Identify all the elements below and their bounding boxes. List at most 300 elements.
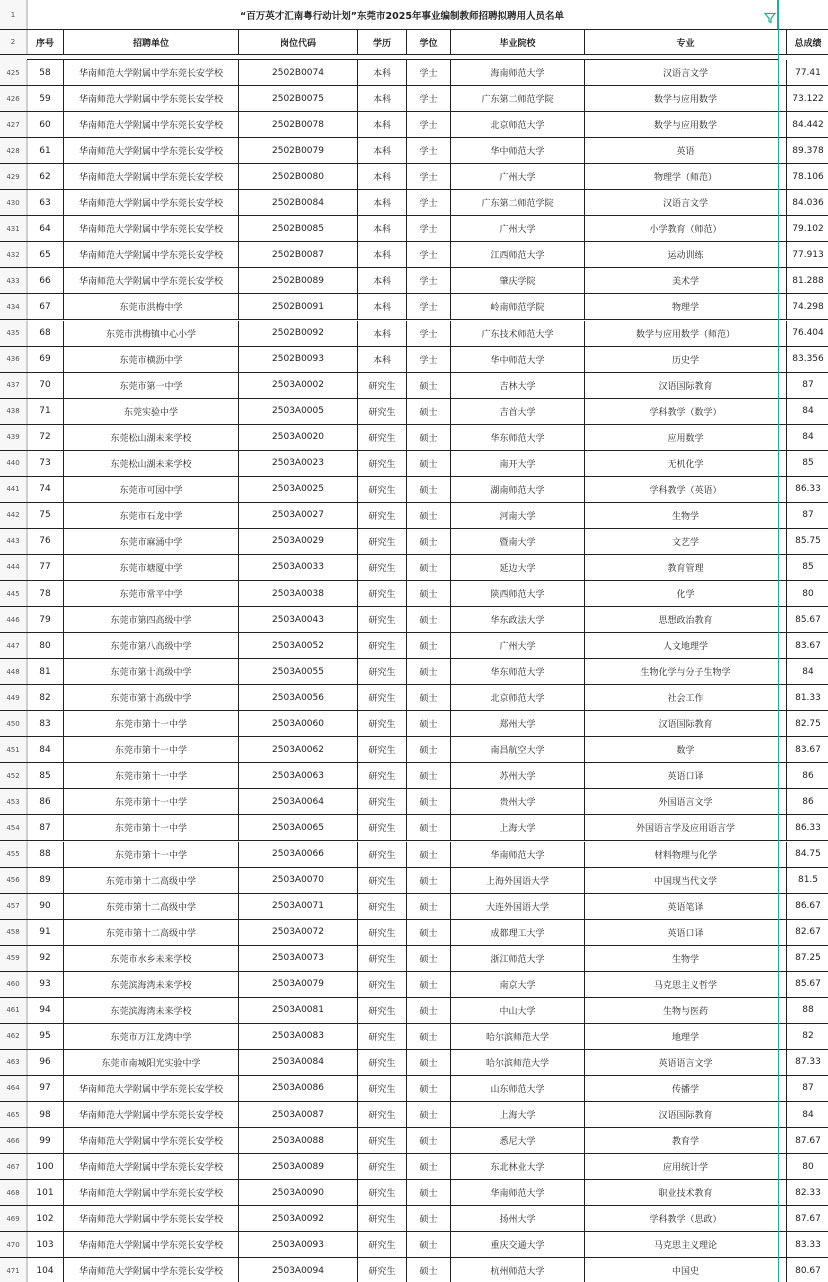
row-number[interactable]: 431 xyxy=(0,216,27,241)
cell-major[interactable]: 教育管理 xyxy=(585,555,787,580)
cell-code[interactable]: 2502B0074 xyxy=(239,60,358,85)
cell-degree[interactable]: 硕士 xyxy=(407,555,451,580)
cell-education[interactable]: 本科 xyxy=(358,112,407,137)
header-major[interactable]: 专业 xyxy=(585,30,787,54)
cell-code[interactable]: 2503A0072 xyxy=(239,920,358,945)
cell-unit[interactable]: 东莞滨海湾未来学校 xyxy=(64,998,239,1023)
cell-education[interactable]: 研究生 xyxy=(358,1076,407,1101)
cell-school[interactable]: 华东师范大学 xyxy=(451,425,585,450)
cell-score[interactable]: 84 xyxy=(787,425,828,450)
cell-unit[interactable]: 华南师范大学附属中学东莞长安学校 xyxy=(64,1154,239,1179)
cell-code[interactable]: 2503A0060 xyxy=(239,711,358,736)
cell-school[interactable]: 大连外国语大学 xyxy=(451,894,585,919)
cell-code[interactable]: 2503A0063 xyxy=(239,763,358,788)
cell-unit[interactable]: 东莞松山湖未来学校 xyxy=(64,425,239,450)
cell-education[interactable]: 本科 xyxy=(358,347,407,372)
header-unit[interactable]: 招聘单位 xyxy=(64,30,239,54)
cell-score[interactable]: 86 xyxy=(787,763,828,788)
cell-major[interactable]: 汉语言文学 xyxy=(585,190,787,215)
cell-unit[interactable]: 东莞市第十二高级中学 xyxy=(64,920,239,945)
cell-unit[interactable]: 东莞市洪梅中学 xyxy=(64,294,239,319)
cell-school[interactable]: 江西师范大学 xyxy=(451,242,585,267)
row-number[interactable]: 458 xyxy=(0,920,27,945)
cell-school[interactable]: 湖南师范大学 xyxy=(451,477,585,502)
row-number[interactable]: 452 xyxy=(0,763,27,788)
cell-unit[interactable]: 东莞市横沥中学 xyxy=(64,347,239,372)
cell-seq[interactable]: 90 xyxy=(27,894,64,919)
cell-education[interactable]: 研究生 xyxy=(358,529,407,554)
cell-school[interactable]: 海南师范大学 xyxy=(451,60,585,85)
cell-education[interactable]: 研究生 xyxy=(358,1154,407,1179)
cell-score[interactable]: 86.33 xyxy=(787,477,828,502)
cell-seq[interactable]: 85 xyxy=(27,763,64,788)
cell-school[interactable]: 广州大学 xyxy=(451,633,585,658)
cell-degree[interactable]: 硕士 xyxy=(407,1024,451,1049)
cell-score[interactable]: 82.33 xyxy=(787,1180,828,1205)
cell-school[interactable]: 哈尔滨师范大学 xyxy=(451,1050,585,1075)
cell-score[interactable]: 87 xyxy=(787,503,828,528)
cell-code[interactable]: 2502B0084 xyxy=(239,190,358,215)
cell-seq[interactable]: 89 xyxy=(27,868,64,893)
cell-unit[interactable]: 华南师范大学附属中学东莞长安学校 xyxy=(64,164,239,189)
cell-major[interactable]: 材料物理与化学 xyxy=(585,842,787,867)
cell-school[interactable]: 北京师范大学 xyxy=(451,112,585,137)
cell-education[interactable]: 研究生 xyxy=(358,1024,407,1049)
cell-score[interactable]: 82.67 xyxy=(787,920,828,945)
cell-code[interactable]: 2503A0020 xyxy=(239,425,358,450)
cell-school[interactable]: 吉林大学 xyxy=(451,373,585,398)
cell-unit[interactable]: 华南师范大学附属中学东莞长安学校 xyxy=(64,242,239,267)
header-school[interactable]: 毕业院校 xyxy=(451,30,585,54)
cell-code[interactable]: 2503A0002 xyxy=(239,373,358,398)
cell-education[interactable]: 研究生 xyxy=(358,972,407,997)
cell-degree[interactable]: 学士 xyxy=(407,294,451,319)
cell-degree[interactable]: 硕士 xyxy=(407,685,451,710)
cell-major[interactable]: 物理学 xyxy=(585,294,787,319)
cell-major[interactable]: 历史学 xyxy=(585,347,787,372)
cell-score[interactable]: 82 xyxy=(787,1024,828,1049)
cell-code[interactable]: 2503A0092 xyxy=(239,1206,358,1231)
cell-major[interactable]: 英语 xyxy=(585,138,787,163)
cell-major[interactable]: 英语笔译 xyxy=(585,894,787,919)
cell-unit[interactable]: 东莞市水乡未来学校 xyxy=(64,946,239,971)
cell-unit[interactable]: 华南师范大学附属中学东莞长安学校 xyxy=(64,1180,239,1205)
cell-seq[interactable]: 78 xyxy=(27,581,64,606)
cell-education[interactable]: 研究生 xyxy=(358,1102,407,1127)
row-number[interactable]: 445 xyxy=(0,581,27,606)
cell-degree[interactable]: 硕士 xyxy=(407,763,451,788)
cell-code[interactable]: 2503A0064 xyxy=(239,789,358,814)
cell-unit[interactable]: 华南师范大学附属中学东莞长安学校 xyxy=(64,1258,239,1282)
cell-degree[interactable]: 学士 xyxy=(407,268,451,293)
row-number[interactable]: 436 xyxy=(0,347,27,372)
row-number[interactable]: 437 xyxy=(0,373,27,398)
row-number[interactable]: 470 xyxy=(0,1232,27,1257)
cell-major[interactable]: 应用数学 xyxy=(585,425,787,450)
row-number[interactable]: 425 xyxy=(0,60,27,85)
cell-major[interactable]: 数学与应用数学 xyxy=(585,86,787,111)
cell-score[interactable]: 87.33 xyxy=(787,1050,828,1075)
cell-degree[interactable]: 硕士 xyxy=(407,1076,451,1101)
cell-education[interactable]: 研究生 xyxy=(358,1232,407,1257)
cell-unit[interactable]: 东莞市可园中学 xyxy=(64,477,239,502)
cell-score[interactable]: 89.378 xyxy=(787,138,828,163)
row-number[interactable]: 439 xyxy=(0,425,27,450)
cell-school[interactable]: 南昌航空大学 xyxy=(451,737,585,762)
cell-education[interactable]: 研究生 xyxy=(358,1206,407,1231)
cell-major[interactable]: 数学与应用数学（师范） xyxy=(585,321,787,346)
cell-school[interactable]: 华南师范大学 xyxy=(451,842,585,867)
cell-score[interactable]: 87.67 xyxy=(787,1128,828,1153)
cell-score[interactable]: 77.41 xyxy=(787,60,828,85)
cell-score[interactable]: 88 xyxy=(787,998,828,1023)
cell-education[interactable]: 研究生 xyxy=(358,503,407,528)
cell-unit[interactable]: 东莞滨海湾未来学校 xyxy=(64,972,239,997)
cell-school[interactable]: 南开大学 xyxy=(451,451,585,476)
cell-school[interactable]: 北京师范大学 xyxy=(451,685,585,710)
cell-score[interactable]: 82.75 xyxy=(787,711,828,736)
cell-seq[interactable]: 68 xyxy=(27,321,64,346)
cell-school[interactable]: 广东第二师范学院 xyxy=(451,190,585,215)
cell-school[interactable]: 成都理工大学 xyxy=(451,920,585,945)
cell-degree[interactable]: 硕士 xyxy=(407,477,451,502)
cell-degree[interactable]: 硕士 xyxy=(407,1050,451,1075)
cell-score[interactable]: 85 xyxy=(787,555,828,580)
cell-school[interactable]: 上海大学 xyxy=(451,815,585,840)
cell-seq[interactable]: 59 xyxy=(27,86,64,111)
cell-unit[interactable]: 华南师范大学附属中学东莞长安学校 xyxy=(64,1232,239,1257)
cell-degree[interactable]: 硕士 xyxy=(407,425,451,450)
cell-education[interactable]: 研究生 xyxy=(358,659,407,684)
cell-major[interactable]: 英语口译 xyxy=(585,920,787,945)
cell-education[interactable]: 本科 xyxy=(358,138,407,163)
cell-school[interactable]: 广东技术师范大学 xyxy=(451,321,585,346)
cell-school[interactable]: 华东师范大学 xyxy=(451,659,585,684)
cell-seq[interactable]: 80 xyxy=(27,633,64,658)
cell-school[interactable]: 苏州大学 xyxy=(451,763,585,788)
cell-degree[interactable]: 硕士 xyxy=(407,920,451,945)
cell-education[interactable]: 研究生 xyxy=(358,815,407,840)
cell-school[interactable]: 郑州大学 xyxy=(451,711,585,736)
cell-code[interactable]: 2502B0075 xyxy=(239,86,358,111)
cell-unit[interactable]: 东莞实验中学 xyxy=(64,399,239,424)
cell-seq[interactable]: 72 xyxy=(27,425,64,450)
cell-code[interactable]: 2502B0091 xyxy=(239,294,358,319)
header-code[interactable]: 岗位代码 xyxy=(239,30,358,54)
cell-score[interactable]: 84 xyxy=(787,1102,828,1127)
cell-code[interactable]: 2503A0066 xyxy=(239,842,358,867)
cell-school[interactable]: 华中师范大学 xyxy=(451,138,585,163)
cell-unit[interactable]: 东莞市第十高级中学 xyxy=(64,659,239,684)
cell-seq[interactable]: 75 xyxy=(27,503,64,528)
cell-education[interactable]: 研究生 xyxy=(358,920,407,945)
cell-unit[interactable]: 华南师范大学附属中学东莞长安学校 xyxy=(64,1206,239,1231)
cell-education[interactable]: 研究生 xyxy=(358,1180,407,1205)
cell-score[interactable]: 85.67 xyxy=(787,972,828,997)
cell-education[interactable]: 研究生 xyxy=(358,711,407,736)
cell-major[interactable]: 社会工作 xyxy=(585,685,787,710)
cell-code[interactable]: 2503A0087 xyxy=(239,1102,358,1127)
cell-code[interactable]: 2503A0093 xyxy=(239,1232,358,1257)
cell-score[interactable]: 79.102 xyxy=(787,216,828,241)
cell-unit[interactable]: 东莞市塘厦中学 xyxy=(64,555,239,580)
cell-seq[interactable]: 74 xyxy=(27,477,64,502)
cell-seq[interactable]: 61 xyxy=(27,138,64,163)
cell-school[interactable]: 广州大学 xyxy=(451,216,585,241)
row-number[interactable]: 430 xyxy=(0,190,27,215)
cell-code[interactable]: 2503A0084 xyxy=(239,1050,358,1075)
cell-degree[interactable]: 硕士 xyxy=(407,373,451,398)
cell-code[interactable]: 2503A0025 xyxy=(239,477,358,502)
sheet-title[interactable]: “百万英才汇南粤行动计划”东莞市2025年事业编制教师招聘拟聘用人员名单 xyxy=(27,0,778,29)
cell-seq[interactable]: 58 xyxy=(27,60,64,85)
cell-degree[interactable]: 硕士 xyxy=(407,633,451,658)
cell-seq[interactable]: 69 xyxy=(27,347,64,372)
cell-school[interactable]: 华中师范大学 xyxy=(451,347,585,372)
cell-major[interactable]: 汉语言文学 xyxy=(585,60,787,85)
cell-major[interactable]: 学科教学（英语） xyxy=(585,477,787,502)
cell-degree[interactable]: 硕士 xyxy=(407,868,451,893)
cell-seq[interactable]: 103 xyxy=(27,1232,64,1257)
cell-unit[interactable]: 华南师范大学附属中学东莞长安学校 xyxy=(64,190,239,215)
cell-major[interactable]: 英语口译 xyxy=(585,763,787,788)
cell-degree[interactable]: 学士 xyxy=(407,216,451,241)
cell-education[interactable]: 本科 xyxy=(358,321,407,346)
cell-code[interactable]: 2502B0080 xyxy=(239,164,358,189)
cell-code[interactable]: 2503A0038 xyxy=(239,581,358,606)
cell-score[interactable]: 81.5 xyxy=(787,868,828,893)
row-number[interactable]: 463 xyxy=(0,1050,27,1075)
cell-school[interactable]: 延边大学 xyxy=(451,555,585,580)
cell-unit[interactable]: 东莞松山湖未来学校 xyxy=(64,451,239,476)
cell-code[interactable]: 2503A0071 xyxy=(239,894,358,919)
cell-school[interactable]: 广州大学 xyxy=(451,164,585,189)
row-number[interactable]: 467 xyxy=(0,1154,27,1179)
row-number[interactable]: 446 xyxy=(0,607,27,632)
row-number[interactable]: 457 xyxy=(0,894,27,919)
cell-school[interactable]: 吉首大学 xyxy=(451,399,585,424)
cell-education[interactable]: 本科 xyxy=(358,268,407,293)
row-number[interactable]: 443 xyxy=(0,529,27,554)
cell-unit[interactable]: 华南师范大学附属中学东莞长安学校 xyxy=(64,1102,239,1127)
cell-major[interactable]: 人文地理学 xyxy=(585,633,787,658)
cell-education[interactable]: 研究生 xyxy=(358,555,407,580)
cell-education[interactable]: 本科 xyxy=(358,60,407,85)
cell-degree[interactable]: 硕士 xyxy=(407,529,451,554)
cell-school[interactable]: 岭南师范学院 xyxy=(451,294,585,319)
row-number[interactable]: 434 xyxy=(0,294,27,319)
row-number[interactable]: 456 xyxy=(0,868,27,893)
cell-code[interactable]: 2502B0087 xyxy=(239,242,358,267)
cell-major[interactable]: 地理学 xyxy=(585,1024,787,1049)
cell-education[interactable]: 本科 xyxy=(358,164,407,189)
row-number[interactable]: 454 xyxy=(0,815,27,840)
cell-score[interactable]: 87 xyxy=(787,1076,828,1101)
cell-major[interactable]: 外国语言文学 xyxy=(585,789,787,814)
cell-education[interactable]: 本科 xyxy=(358,216,407,241)
row-number[interactable]: 453 xyxy=(0,789,27,814)
cell-degree[interactable]: 硕士 xyxy=(407,894,451,919)
cell-seq[interactable]: 86 xyxy=(27,789,64,814)
cell-school[interactable]: 悉尼大学 xyxy=(451,1128,585,1153)
row-number[interactable]: 465 xyxy=(0,1102,27,1127)
cell-score[interactable]: 80 xyxy=(787,581,828,606)
cell-unit[interactable]: 东莞市麻涌中学 xyxy=(64,529,239,554)
cell-code[interactable]: 2502B0078 xyxy=(239,112,358,137)
cell-degree[interactable]: 硕士 xyxy=(407,737,451,762)
row-number[interactable]: 449 xyxy=(0,685,27,710)
cell-seq[interactable]: 64 xyxy=(27,216,64,241)
cell-unit[interactable]: 华南师范大学附属中学东莞长安学校 xyxy=(64,86,239,111)
cell-degree[interactable]: 硕士 xyxy=(407,1232,451,1257)
cell-major[interactable]: 应用统计学 xyxy=(585,1154,787,1179)
cell-education[interactable]: 研究生 xyxy=(358,607,407,632)
cell-seq[interactable]: 79 xyxy=(27,607,64,632)
cell-unit[interactable]: 东莞市第十一中学 xyxy=(64,737,239,762)
cell-education[interactable]: 本科 xyxy=(358,86,407,111)
cell-major[interactable]: 数学 xyxy=(585,737,787,762)
cell-school[interactable]: 华南师范大学 xyxy=(451,1180,585,1205)
cell-major[interactable]: 数学与应用数学 xyxy=(585,112,787,137)
row-number[interactable]: 469 xyxy=(0,1206,27,1231)
cell-score[interactable]: 86.67 xyxy=(787,894,828,919)
cell-seq[interactable]: 76 xyxy=(27,529,64,554)
cell-unit[interactable]: 华南师范大学附属中学东莞长安学校 xyxy=(64,1076,239,1101)
cell-school[interactable]: 暨南大学 xyxy=(451,529,585,554)
filter-icon[interactable] xyxy=(764,12,776,24)
cell-score[interactable]: 73.122 xyxy=(787,86,828,111)
cell-unit[interactable]: 东莞市第四高级中学 xyxy=(64,607,239,632)
row-number[interactable]: 461 xyxy=(0,998,27,1023)
cell-education[interactable]: 研究生 xyxy=(358,998,407,1023)
cell-unit[interactable]: 东莞市第十一中学 xyxy=(64,763,239,788)
cell-school[interactable]: 浙江师范大学 xyxy=(451,946,585,971)
cell-seq[interactable]: 84 xyxy=(27,737,64,762)
cell-seq[interactable]: 73 xyxy=(27,451,64,476)
row-number[interactable]: 459 xyxy=(0,946,27,971)
cell-major[interactable]: 汉语国际教育 xyxy=(585,373,787,398)
cell-unit[interactable]: 东莞市第十二高级中学 xyxy=(64,868,239,893)
cell-unit[interactable]: 东莞市第十一中学 xyxy=(64,842,239,867)
cell-seq[interactable]: 95 xyxy=(27,1024,64,1049)
cell-major[interactable]: 学科教学（数学） xyxy=(585,399,787,424)
cell-major[interactable]: 生物化学与分子生物学 xyxy=(585,659,787,684)
row-number[interactable]: 426 xyxy=(0,86,27,111)
cell-seq[interactable]: 81 xyxy=(27,659,64,684)
cell-school[interactable]: 扬州大学 xyxy=(451,1206,585,1231)
cell-education[interactable]: 本科 xyxy=(358,294,407,319)
header-education[interactable]: 学历 xyxy=(358,30,407,54)
cell-unit[interactable]: 东莞市第一中学 xyxy=(64,373,239,398)
row-number[interactable]: 432 xyxy=(0,242,27,267)
header-seq[interactable]: 序号 xyxy=(27,30,64,54)
row-number[interactable]: 466 xyxy=(0,1128,27,1153)
cell-score[interactable]: 85.67 xyxy=(787,607,828,632)
cell-seq[interactable]: 101 xyxy=(27,1180,64,1205)
cell-unit[interactable]: 东莞市石龙中学 xyxy=(64,503,239,528)
cell-score[interactable]: 83.67 xyxy=(787,737,828,762)
cell-unit[interactable]: 东莞市第十一中学 xyxy=(64,815,239,840)
cell-seq[interactable]: 93 xyxy=(27,972,64,997)
cell-degree[interactable]: 学士 xyxy=(407,112,451,137)
cell-major[interactable]: 中国现当代文学 xyxy=(585,868,787,893)
cell-major[interactable]: 化学 xyxy=(585,581,787,606)
row-number[interactable]: 442 xyxy=(0,503,27,528)
cell-code[interactable]: 2503A0065 xyxy=(239,815,358,840)
cell-code[interactable]: 2503A0088 xyxy=(239,1128,358,1153)
cell-seq[interactable]: 63 xyxy=(27,190,64,215)
cell-degree[interactable]: 硕士 xyxy=(407,1180,451,1205)
row-number[interactable]: 441 xyxy=(0,477,27,502)
cell-score[interactable]: 76.404 xyxy=(787,321,828,346)
cell-education[interactable]: 研究生 xyxy=(358,868,407,893)
cell-seq[interactable]: 98 xyxy=(27,1102,64,1127)
cell-school[interactable]: 上海外国语大学 xyxy=(451,868,585,893)
cell-education[interactable]: 研究生 xyxy=(358,763,407,788)
cell-score[interactable]: 86 xyxy=(787,789,828,814)
cell-major[interactable]: 职业技术教育 xyxy=(585,1180,787,1205)
cell-code[interactable]: 2503A0094 xyxy=(239,1258,358,1282)
cell-code[interactable]: 2503A0029 xyxy=(239,529,358,554)
cell-seq[interactable]: 67 xyxy=(27,294,64,319)
cell-score[interactable]: 84.75 xyxy=(787,842,828,867)
row-number[interactable]: 1 xyxy=(0,0,27,29)
cell-education[interactable]: 本科 xyxy=(358,190,407,215)
row-number[interactable]: 455 xyxy=(0,842,27,867)
cell-seq[interactable]: 92 xyxy=(27,946,64,971)
row-number[interactable]: 471 xyxy=(0,1258,27,1282)
cell-degree[interactable]: 学士 xyxy=(407,86,451,111)
cell-school[interactable]: 东北林业大学 xyxy=(451,1154,585,1179)
cell-education[interactable]: 研究生 xyxy=(358,1128,407,1153)
cell-code[interactable]: 2503A0033 xyxy=(239,555,358,580)
cell-seq[interactable]: 97 xyxy=(27,1076,64,1101)
cell-code[interactable]: 2503A0090 xyxy=(239,1180,358,1205)
cell-code[interactable]: 2502B0093 xyxy=(239,347,358,372)
cell-major[interactable]: 小学教育（师范） xyxy=(585,216,787,241)
cell-score[interactable]: 74.298 xyxy=(787,294,828,319)
cell-unit[interactable]: 华南师范大学附属中学东莞长安学校 xyxy=(64,268,239,293)
cell-unit[interactable]: 华南师范大学附属中学东莞长安学校 xyxy=(64,1128,239,1153)
cell-major[interactable]: 英语语言文学 xyxy=(585,1050,787,1075)
cell-seq[interactable]: 91 xyxy=(27,920,64,945)
cell-education[interactable]: 研究生 xyxy=(358,1258,407,1282)
cell-major[interactable]: 思想政治教育 xyxy=(585,607,787,632)
cell-degree[interactable]: 硕士 xyxy=(407,399,451,424)
cell-degree[interactable]: 硕士 xyxy=(407,1206,451,1231)
cell-major[interactable]: 运动训练 xyxy=(585,242,787,267)
cell-score[interactable]: 81.33 xyxy=(787,685,828,710)
cell-education[interactable]: 研究生 xyxy=(358,399,407,424)
cell-major[interactable]: 生物与医药 xyxy=(585,998,787,1023)
cell-school[interactable]: 上海大学 xyxy=(451,1102,585,1127)
cell-school[interactable]: 华东政法大学 xyxy=(451,607,585,632)
cell-score[interactable]: 87.67 xyxy=(787,1206,828,1231)
cell-score[interactable]: 84.036 xyxy=(787,190,828,215)
cell-code[interactable]: 2503A0083 xyxy=(239,1024,358,1049)
cell-score[interactable]: 84 xyxy=(787,659,828,684)
cell-code[interactable]: 2503A0027 xyxy=(239,503,358,528)
cell-school[interactable]: 重庆交通大学 xyxy=(451,1232,585,1257)
cell-education[interactable]: 研究生 xyxy=(358,477,407,502)
cell-unit[interactable]: 东莞市万江龙湾中学 xyxy=(64,1024,239,1049)
cell-code[interactable]: 2503A0023 xyxy=(239,451,358,476)
cell-unit[interactable]: 东莞市常平中学 xyxy=(64,581,239,606)
cell-seq[interactable]: 100 xyxy=(27,1154,64,1179)
cell-major[interactable]: 学科教学（思政） xyxy=(585,1206,787,1231)
cell-code[interactable]: 2503A0089 xyxy=(239,1154,358,1179)
cell-unit[interactable]: 东莞市第十高级中学 xyxy=(64,685,239,710)
